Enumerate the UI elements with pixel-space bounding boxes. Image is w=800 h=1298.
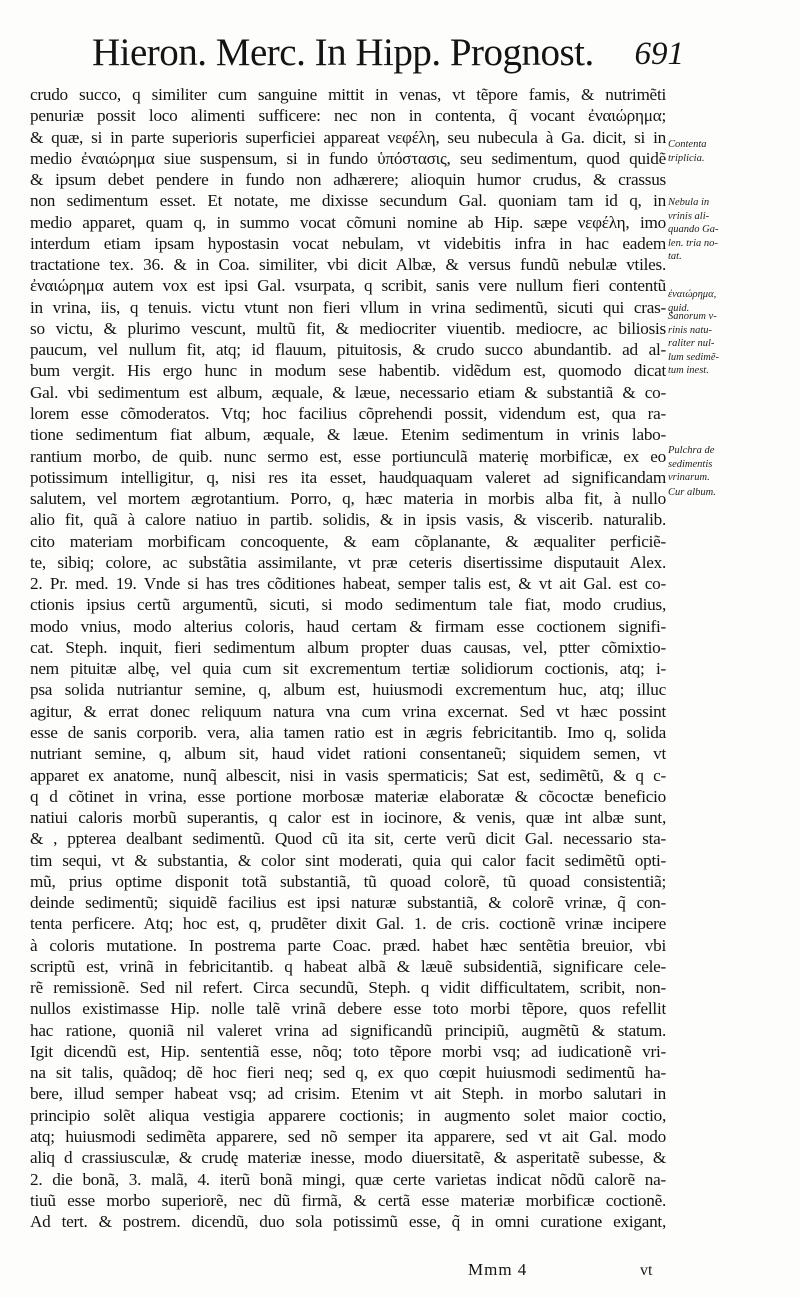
text-line: modo vnius, modo alterius coloris, haud certam & firmam esse coctionem signifi- [30, 616, 666, 636]
text-line: in vrina, iis, q tenuis. victu vtunt non fieri vllum in vrina sedimentũ, sicuti qui cras- [30, 297, 666, 317]
text-line: Gal. vbi sedimentum est album, æquale, & læue, necessario etiam & substantiã & co- [30, 382, 666, 402]
margin-note-line: ἐναιώρημα, [668, 289, 717, 300]
text-line: non sedimentum esset. Et notate, me dixisse secundum Gal. quoniam tam id q, in [30, 191, 666, 211]
text-line: 2. Pr. med. 19. Vnde si has tres cõditiones habeat, semper talis est, & vt ait Gal. est co- [30, 574, 666, 594]
text-line: 2. die bonã, 3. malã, 4. iterũ bonã mingi, quæ certe varietas indicat nõdũ calorẽ na- [30, 1169, 666, 1189]
margin-note-line: len. tria no- [668, 237, 718, 249]
text-line: alio fit, quã à calore natiuo in partib. solidis, & in ipsis vasis, & viscerib. naturalib. [30, 510, 666, 530]
signature-mark: Mmm 4 [468, 1260, 528, 1279]
text-line: penuriæ possit loco alimenti sufficere: nec non in contenta, q̃ vocant ἐναιώρημα; [30, 106, 666, 126]
text-line: potissimum intelligitur, q, nisi res ita esset, haudquaquam valeret ad significandam [30, 467, 666, 487]
text-line: psa solida nutriantur semine, q, album est, huiusmodi excrementum huc, atq; illuc [30, 680, 666, 700]
text-line: salutem, vel mortem ægrotantium. Porro, q, hæc materia in morbis alba fit, à nullo [30, 489, 666, 509]
margin-note-line: Cur album. [668, 487, 716, 498]
text-line: agitur, & errat donec reliquum natura vna cum vrina excernat. Sed vt hæc possint [30, 701, 666, 721]
text-line: Ad tert. & postrem. dicendũ, duo sola potissimũ esse, q̃ in omni curatione exigant, [30, 1212, 666, 1232]
text-line: tim sequi, vt & substantia, & color sint moderati, quia qui calor facit sedimẽtũ opti- [30, 850, 666, 870]
text-line: Igit dicendũ est, Hip. sententiã esse, nõq; toto tẽpore morbi vsq; ad iudicationẽ vri- [30, 1041, 666, 1061]
margin-note-line: lum sedimẽ- [668, 351, 720, 363]
margin-note-line: rinis natu- [668, 324, 713, 336]
margin-note-line: triplicia. [668, 152, 705, 164]
text-line: medio ἐναιώρημα siue suspensum, si in fundo ὑπόστασις, seu sedimentum, quod quidẽ [30, 148, 666, 168]
text-line: & quæ, si in parte superioris superficiei appareat νεφέλη, seu nubecula à Ga. dicit, si in [30, 127, 666, 147]
text-line: apparet ex anatome, nunq̃ albescit, nisi in vasis spermaticis; Sat est, sedimẽtũ, & q c- [30, 765, 666, 785]
catchword: vt [640, 1262, 653, 1279]
text-line: esse de sanis corporib. vera, alia tamen ratio est in ægris febricitantib. Imo q, solida [30, 722, 666, 742]
margin-note [668, 486, 796, 500]
margin-note-line: quando Ga- [668, 224, 719, 235]
text-line: crudo succo, q similiter cum sanguine mittit in venas, vt tẽpore famis, & nutrimẽti [30, 85, 666, 104]
margin-note-line: Nebula in [668, 197, 710, 208]
text-line: bum vergit. His ergo hunc in modum sese habentib. vidẽdum est, quomodo dicat [30, 361, 666, 381]
margin-note [668, 138, 796, 165]
text-line: te, sibiq; colore, ac substãtia assimilante, vt præ ceteris disertissime disputauit Alex. [30, 552, 666, 572]
margin-note-line: vrinis ali- [668, 210, 710, 222]
page-footer [0, 1260, 800, 1290]
text-line: ctionis ipsius certũ argumentũ, sicuti, si modo sedimentum tale fiat, modo crudius, [30, 595, 666, 615]
text-line: natiui caloris morbũ superantis, q calor est in iocinore, & venis, quæ int albæ sunt, [30, 808, 666, 828]
margin-note-line: tat. [668, 251, 682, 262]
text-line: & ipsum debet pendere in fundo non adhærere; alioquin humor crudus, & crassus [30, 170, 666, 190]
margin-note-line: sedimentis [668, 458, 713, 470]
margin-note-line: Sanorum v- [668, 311, 717, 322]
text-line: atq; huiusmodi sedimẽta apparere, sed nõ semper ita apparere, sed vt ait Gal. modo [30, 1127, 666, 1147]
running-header [86, 30, 686, 80]
page-number: 691 [634, 36, 684, 72]
text-line: nutriant semine, q, album sit, haud videt rationi consentaneũ; siquidem semen, vt [30, 744, 666, 764]
margin-note [668, 196, 796, 264]
margin-note-line: tum inest. [668, 365, 709, 376]
text-line: principio solẽt aliqua vestigia apparere coctionis; in augmento solet maior coctio, [30, 1105, 666, 1125]
text-line: tione sedimentum fiat album, æquale, & læue. Etenim sedimentum in vrinis labo- [30, 425, 666, 445]
text-line: bere, illud semper habeat vsq; ad crisim. Etenim vt ait Steph. in morbo salutari in [30, 1084, 666, 1104]
text-line: tractatione tex. 36. & in Coa. similiter, vbi dicit Albæ, & versus fundũ nebulæ vtiles. [30, 255, 666, 275]
margin-note [668, 444, 796, 485]
text-line: rẽ remissionẽ. Sed nil refert. Circa secundũ, Steph. q vidit difficultatem, scribit, non- [30, 978, 666, 998]
text-line: so victu, & plurimo vescunt, multũ fit, & mediocriter viuentib. mediocre, ac biliosis [30, 318, 666, 338]
text-line: tenta perficere. Atq; hoc est, q, prudẽter dixit Gal. 1. de cris. coctionẽ vrinæ incipere [30, 914, 666, 934]
text-line: à coloris mutatione. In postrema parte Coac. præd. habet hæc sentẽtia breuior, vbi [30, 935, 666, 955]
text-line: rantium morbo, de quib. nunc sermo est, esse portiunculã materię morbificæ, ex eo [30, 446, 666, 466]
text-line: paucum, vel nullum fit, atq; id flauum, pituitosis, & crudo succo abundantib. ad al- [30, 340, 666, 360]
body-text [30, 84, 666, 1232]
margin-note-line: Pulchra de [668, 445, 715, 456]
text-line: na sit talis, quãdoq; dẽ hoc fieri neq; sed q, ex quo cœpit huiusmodi sedimentũ ha- [30, 1063, 666, 1083]
text-line: scriptũ est, vrinã in febricitantib. q habeat albã & læuẽ subsidentiã, significare cele- [30, 956, 666, 976]
text-line: cito materiam morbificam concoquente, & eam cõplanante, & æqualiter perficiẽ- [30, 531, 666, 551]
text-line: medio apparet, quam q, in summo vocat cõmuni nomine ab Hip. sæpe νεφέλη, imo [30, 212, 666, 232]
text-line: deinde sedimentũ; siquidẽ facilius est ipsi naturæ substantiã, & colorẽ vrinæ, q̃ con- [30, 893, 666, 913]
text-line: nem pituitæ albę, vel quia cum sit excrementum tertiæ solidiorum coctionis, atq; i- [30, 659, 666, 679]
margin-note [668, 310, 796, 378]
text-line: tiuũ esse morbo superiorẽ, nec dũ firmã, & certã esse materiæ morbificæ coctionẽ. [30, 1190, 666, 1210]
margin-note-line: raliter nul- [668, 338, 715, 349]
margin-note-line: vrinarum. [668, 472, 710, 483]
text-line: q d cõtinet in vrina, esse portione morbosæ materiæ elaboratæ & cõcoctæ beneficio [30, 786, 666, 806]
text-line: cat. Steph. inquit, fieri sedimentum album propter duas causas, vel, ptter cõmixtio- [30, 637, 666, 657]
text-line: & , ppterea dealbant sedimentũ. Quod cũ ita sit, certe verũ dicit Gal. necessario sta- [30, 829, 666, 849]
margin-note-line: quid. [668, 302, 690, 314]
text-line: hac ratione, quoniã nil valeret vrina ad significandũ principiũ, augmẽtũ & statum. [30, 1020, 666, 1040]
text-line: nullos existimasse Hip. nolle talẽ vrinã debere esse toto morbi tẽpore, quos refellit [30, 999, 666, 1019]
margin-note-line: Contenta [668, 139, 707, 150]
text-line: interdum etiam ipsam hypostasin vocat nebulam, vt videbitis infra in hac eadem [30, 233, 666, 253]
text-line: lorem esse cõmoderatos. Vtq; hoc facilius cõprehendi possit, videndum est, qua ra- [30, 403, 666, 423]
running-title: Hieron. Merc. In Hipp. Prognost. [92, 31, 594, 74]
text-line: ἐναιώρημα autem vox est ipsi Gal. vsurpata, q scribit, sanis vere nullum fieri contentũ [30, 276, 666, 296]
text-line: aliq d crassiusculæ, & crudę materiæ inesse, modo diuersitatẽ, & asperitatẽ subesse, & [30, 1148, 666, 1168]
text-line: mũ, prius optime disponit totã substantiã, tũ quoad colorẽ, tũ quoad consistentiã; [30, 871, 666, 891]
